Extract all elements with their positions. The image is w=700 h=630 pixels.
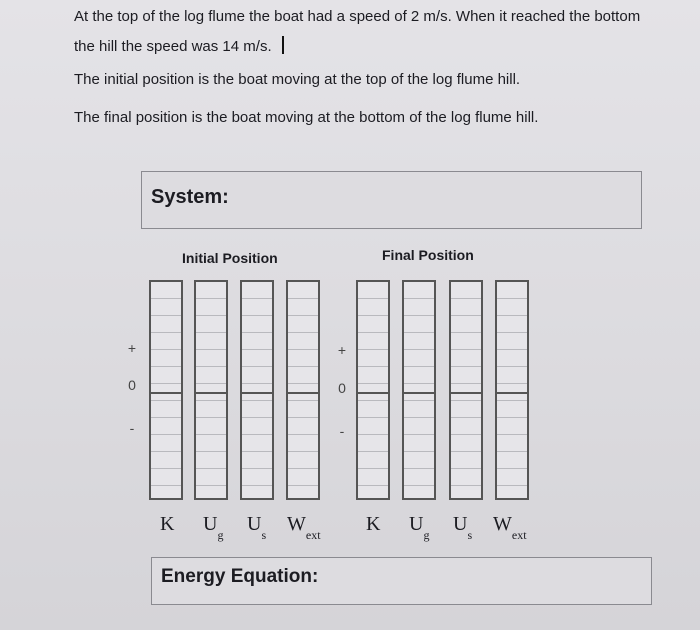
problem-line-1: At the top of the log flume the boat had a speed of 2 m/s. When it reached the bottom (74, 8, 641, 25)
final-label-us (453, 513, 473, 542)
final-bar-k[interactable] (356, 280, 390, 500)
label-sub: s (467, 528, 473, 542)
final-axis-minus: - (339, 423, 345, 439)
label-sub: g (423, 528, 430, 542)
final-bar-ug[interactable] (402, 280, 436, 500)
initial-label-k (160, 513, 174, 536)
zero-line (151, 392, 181, 394)
initial-axis-plus: + (127, 340, 137, 356)
energy-equation-label: Energy Equation: (161, 566, 319, 587)
label-sub: ext (511, 528, 527, 542)
label-main: U (409, 513, 424, 535)
initial-bar-us[interactable] (240, 280, 274, 500)
zero-line (288, 392, 318, 394)
label-sub: s (261, 528, 267, 542)
problem-line-2-text: the hill the speed was 14 m/s. (74, 38, 272, 55)
zero-line (196, 392, 226, 394)
zero-line (242, 392, 272, 394)
final-position-title: Final Position (382, 247, 474, 263)
final-label-k (366, 513, 380, 536)
initial-label-ug (203, 513, 224, 542)
label-sub: g (217, 528, 224, 542)
final-label-ug (409, 513, 430, 542)
zero-line (358, 392, 388, 394)
zero-line (497, 392, 527, 394)
final-position-description: The final position is the boat moving at the bottom of the log flume hill. (74, 109, 539, 126)
initial-bar-ug[interactable] (194, 280, 228, 500)
initial-bar-k[interactable] (149, 280, 183, 500)
label-main: U (247, 513, 262, 535)
label-sub: ext (305, 528, 321, 542)
problem-line-2 (74, 36, 284, 57)
final-label-wext (493, 513, 527, 542)
label-main: W (493, 513, 512, 535)
final-axis-zero: 0 (338, 380, 346, 396)
text-cursor (282, 36, 284, 54)
label-main: W (287, 513, 306, 535)
final-bar-wext[interactable] (495, 280, 529, 500)
zero-line (451, 392, 481, 394)
label-main: K (366, 513, 381, 535)
initial-label-wext (287, 513, 321, 542)
system-label: System: (151, 186, 229, 208)
label-main: K (160, 513, 175, 535)
initial-position-title: Initial Position (182, 250, 278, 266)
label-main: U (203, 513, 218, 535)
initial-axis-zero: 0 (128, 377, 136, 393)
label-main: U (453, 513, 468, 535)
zero-line (404, 392, 434, 394)
initial-bar-wext[interactable] (286, 280, 320, 500)
initial-position-description: The initial position is the boat moving at the top of the log flume hill. (74, 71, 521, 88)
final-axis-plus: + (337, 342, 347, 358)
initial-label-us (247, 513, 267, 542)
final-bar-us[interactable] (449, 280, 483, 500)
initial-axis-minus: - (129, 420, 135, 436)
